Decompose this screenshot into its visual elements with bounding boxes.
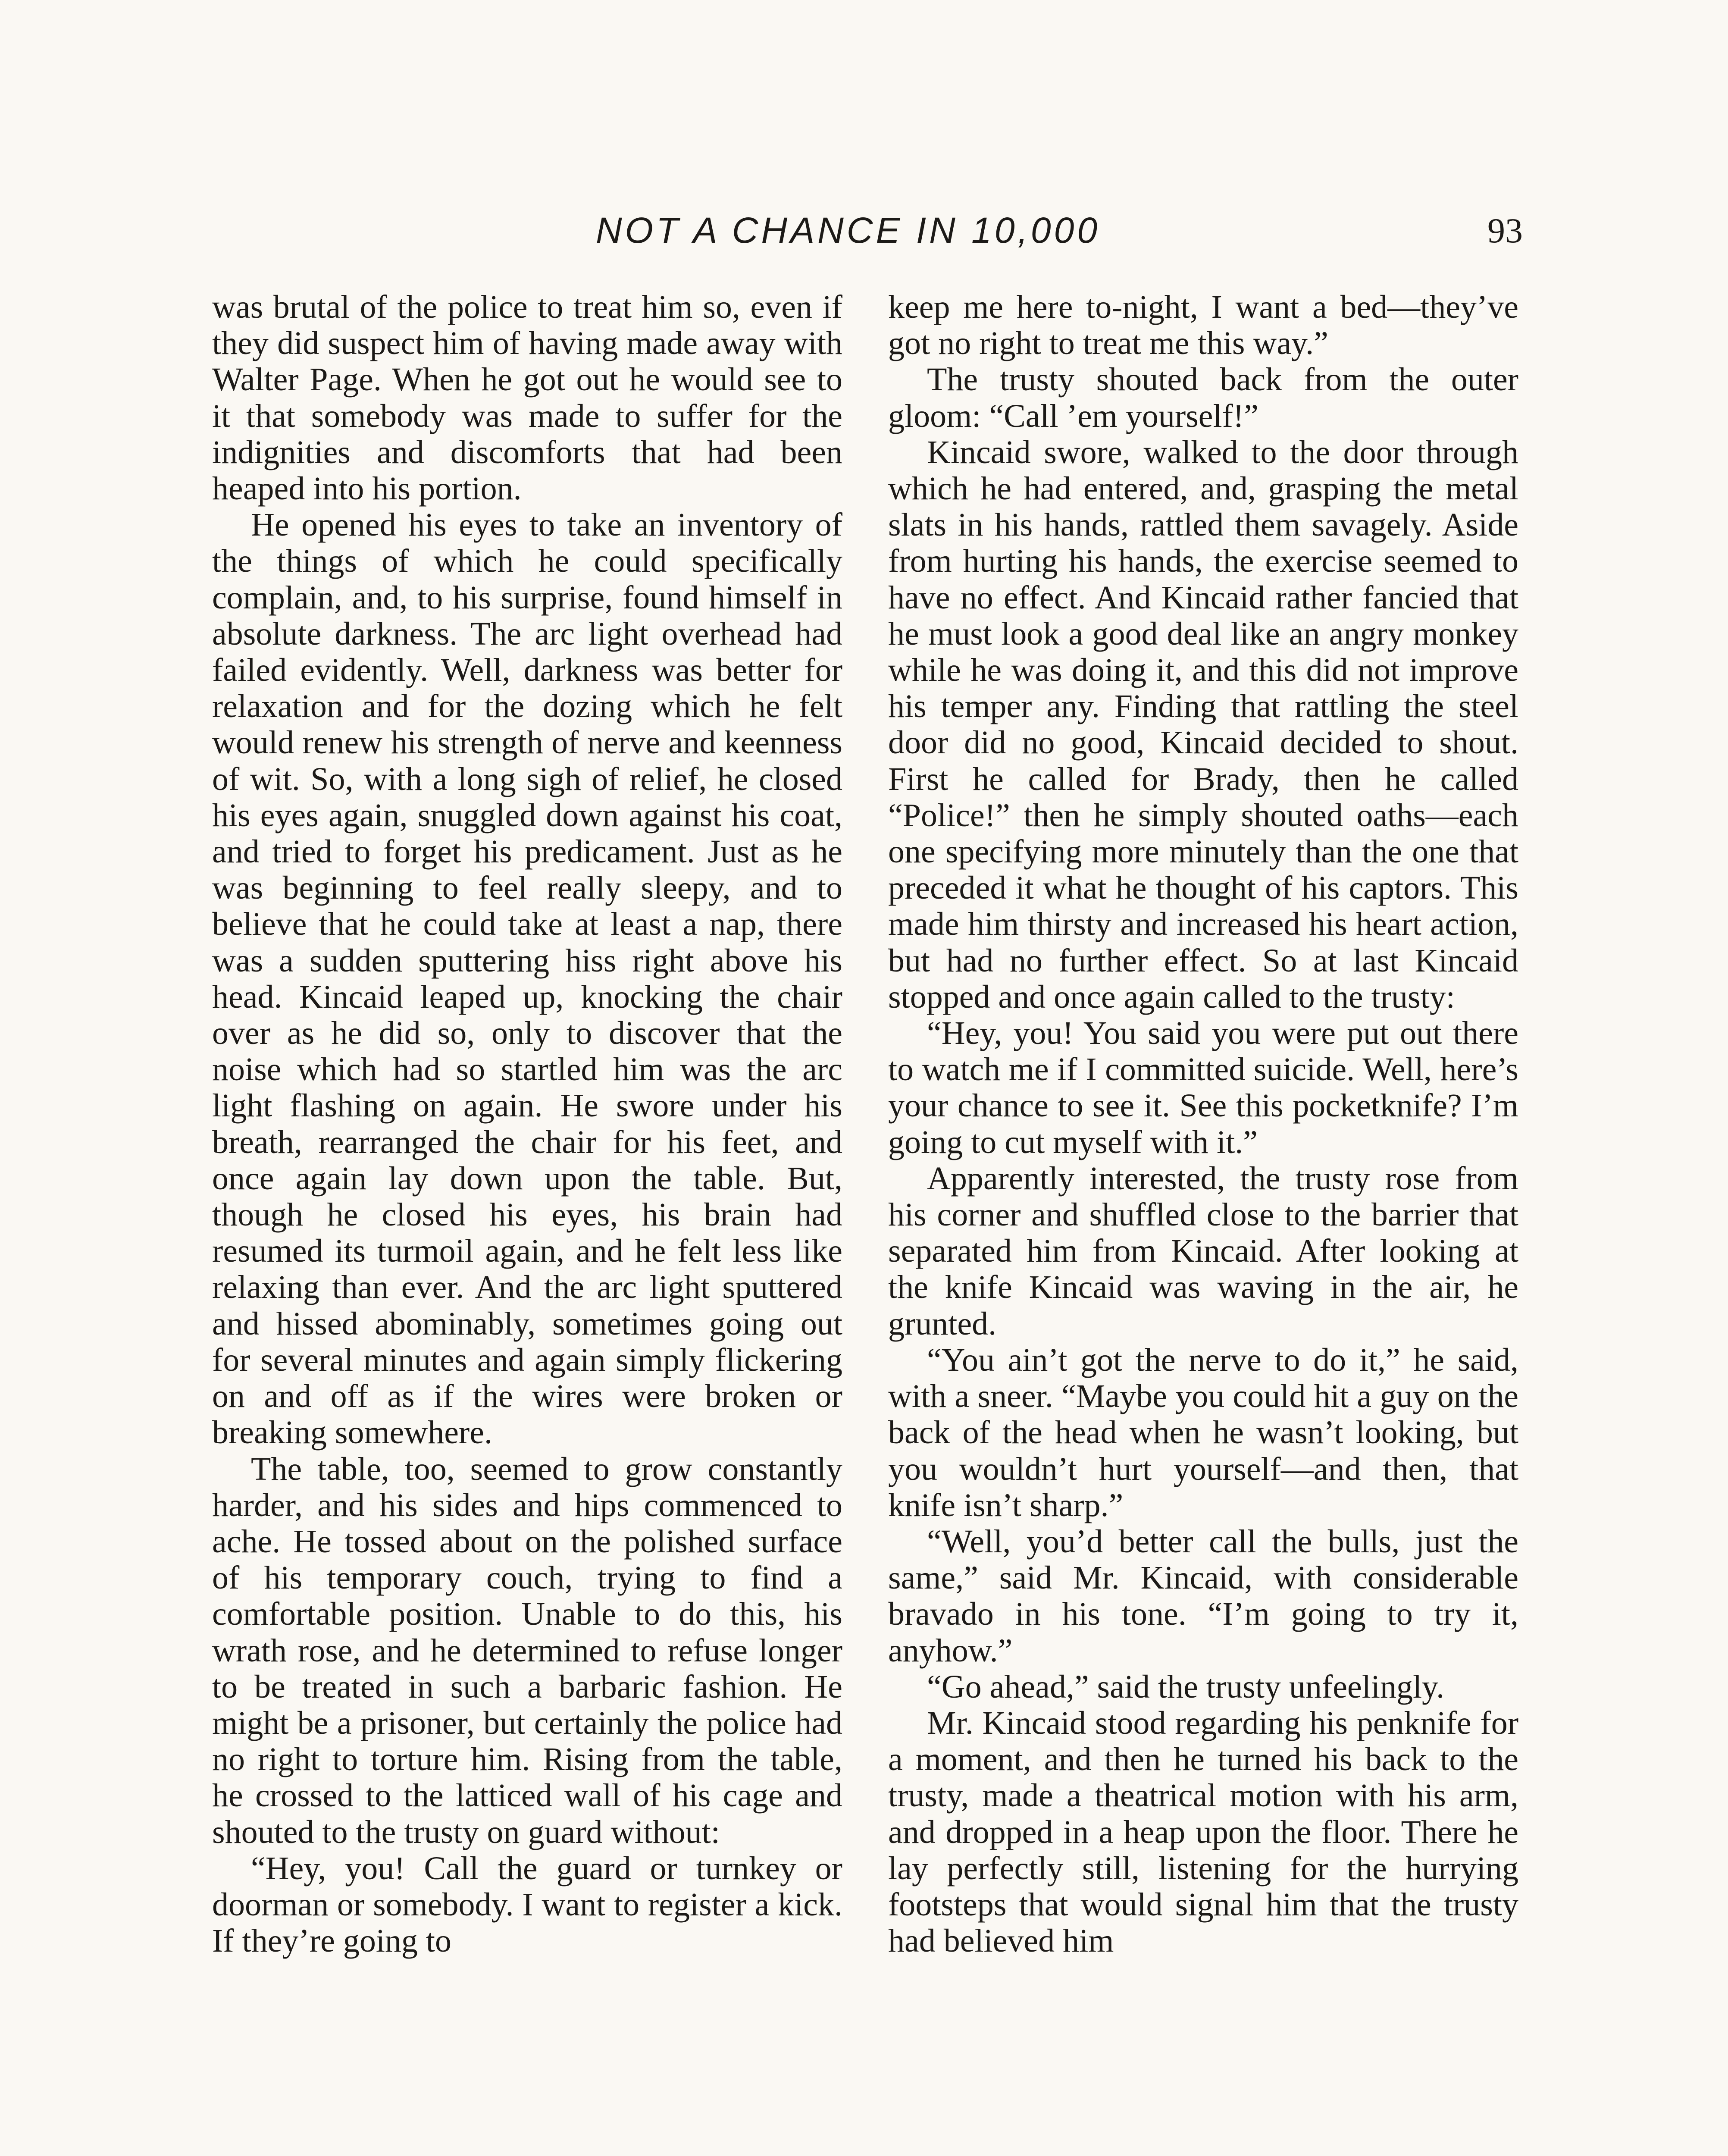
page-header [212, 202, 1523, 266]
running-title: NOT A CHANCE IN 10,000 [596, 210, 1101, 251]
paragraph: was brutal of the police to treat him so, even if they did suspect him of having made away with Walter Page. When he got out he would see to it that somebody was made to suffer for the indignities and discomforts that had been heaped into his portion. [212, 289, 842, 507]
paragraph: The trusty shouted back from the outer gloom: “Call ’em yourself!” [888, 361, 1518, 434]
paragraph: “Hey, you! You said you were put out there to watch me if I committed suicide. Well, here’s your chance to see it. See this pocketknife? I’m going to cut myself with it.” [888, 1015, 1518, 1160]
right-column [888, 289, 1518, 1959]
text-columns [212, 276, 1523, 2156]
paragraph: Mr. Kincaid stood regarding his penknife for a moment, and then he turned his back to the trusty, made a theatrical motion with his arm, and dropped in a heap upon the floor. There he lay perfectly still, listening for the hurrying footsteps that would signal him that the trusty had believed him [888, 1705, 1518, 1959]
left-column [212, 289, 842, 1959]
paragraph: He opened his eyes to take an inventory of the things of which he could specifically complain, and, to his surprise, found himself in absolute darkness. The arc light overhead had failed evidently. Well, darkness was better for relaxation and for the dozing which he felt would renew his strength of nerve and keenness of wit. So, with a long sigh of relief, he closed his eyes again, snuggled down against his coat, and tried to forget his predicament. Just as he was beginning to feel really sleepy, and to believe that he could take at least a nap, there was a sudden sputtering hiss right above his head. Kincaid leaped up, knocking the chair over as he did so, only to discover that the noise which had so startled him was the arc light flashing on again. He swore under his breath, rearranged the chair for his feet, and once again lay down upon the table. But, though he closed his eyes, his brain had resumed its turmoil again, and he felt less like relaxing than ever. And the arc light sputtered and hissed abominably, sometimes going out for several minutes and again simply flickering on and off as if the wires were broken or breaking somewhere. [212, 507, 842, 1451]
paragraph: “You ain’t got the nerve to do it,” he said, with a sneer. “Maybe you could hit a guy on the back of the head when he wasn’t looking, but you wouldn’t hurt yourself—and then, that knife isn’t sharp.” [888, 1341, 1518, 1523]
paragraph: “Hey, you! Call the guard or turnkey or doorman or somebody. I want to register a kick. If they’re going to [212, 1850, 842, 1959]
paragraph: “Go ahead,” said the trusty unfeelingly. [927, 1668, 1445, 1705]
paragraph: “Well, you’d better call the bulls, just the same,” said Mr. Kincaid, with considerable bravado in his tone. “I’m going to try it, anyhow.” [888, 1523, 1518, 1669]
page-number: 93 [1487, 211, 1523, 250]
paragraph: Kincaid swore, walked to the door through which he had entered, and, grasping the metal slats in his hands, rattled them savagely. Aside from hurting his hands, the exercise seemed to have no effect. And Kincaid rather fancied that he must look a good deal like an angry monkey while he was doing it, and this did not improve his temper any. Finding that rattling the steel door did no good, Kincaid decided to shout. First he called for Brady, then he called “Police!” then he simply shouted oaths—each one specifying more minutely than the one that preceded it what he thought of his captors. This made him thirsty and increased his heart action, but had no further effect. So at last Kincaid stopped and once again called to the trusty: [888, 434, 1518, 1015]
paragraph: Apparently interested, the trusty rose from his corner and shuffled close to the barrier that separated him from Kincaid. After looking at the knife Kincaid was waving in the air, he grunted. [888, 1160, 1518, 1342]
paragraph: The table, too, seemed to grow constantly harder, and his sides and hips commenced to ache. He tossed about on the polished surface of his temporary couch, trying to find a comfortable position. Unable to do this, his wrath rose, and he determined to refuse longer to be treated in such a barbaric fashion. He might be a prisoner, but certainly the police had no right to torture him. Rising from the table, he crossed to the latticed wall of his cage and shouted to the trusty on guard without: [212, 1451, 842, 1850]
paragraph: keep me here to-night, I want a bed—they’ve got no right to treat me this way.” [888, 289, 1518, 362]
